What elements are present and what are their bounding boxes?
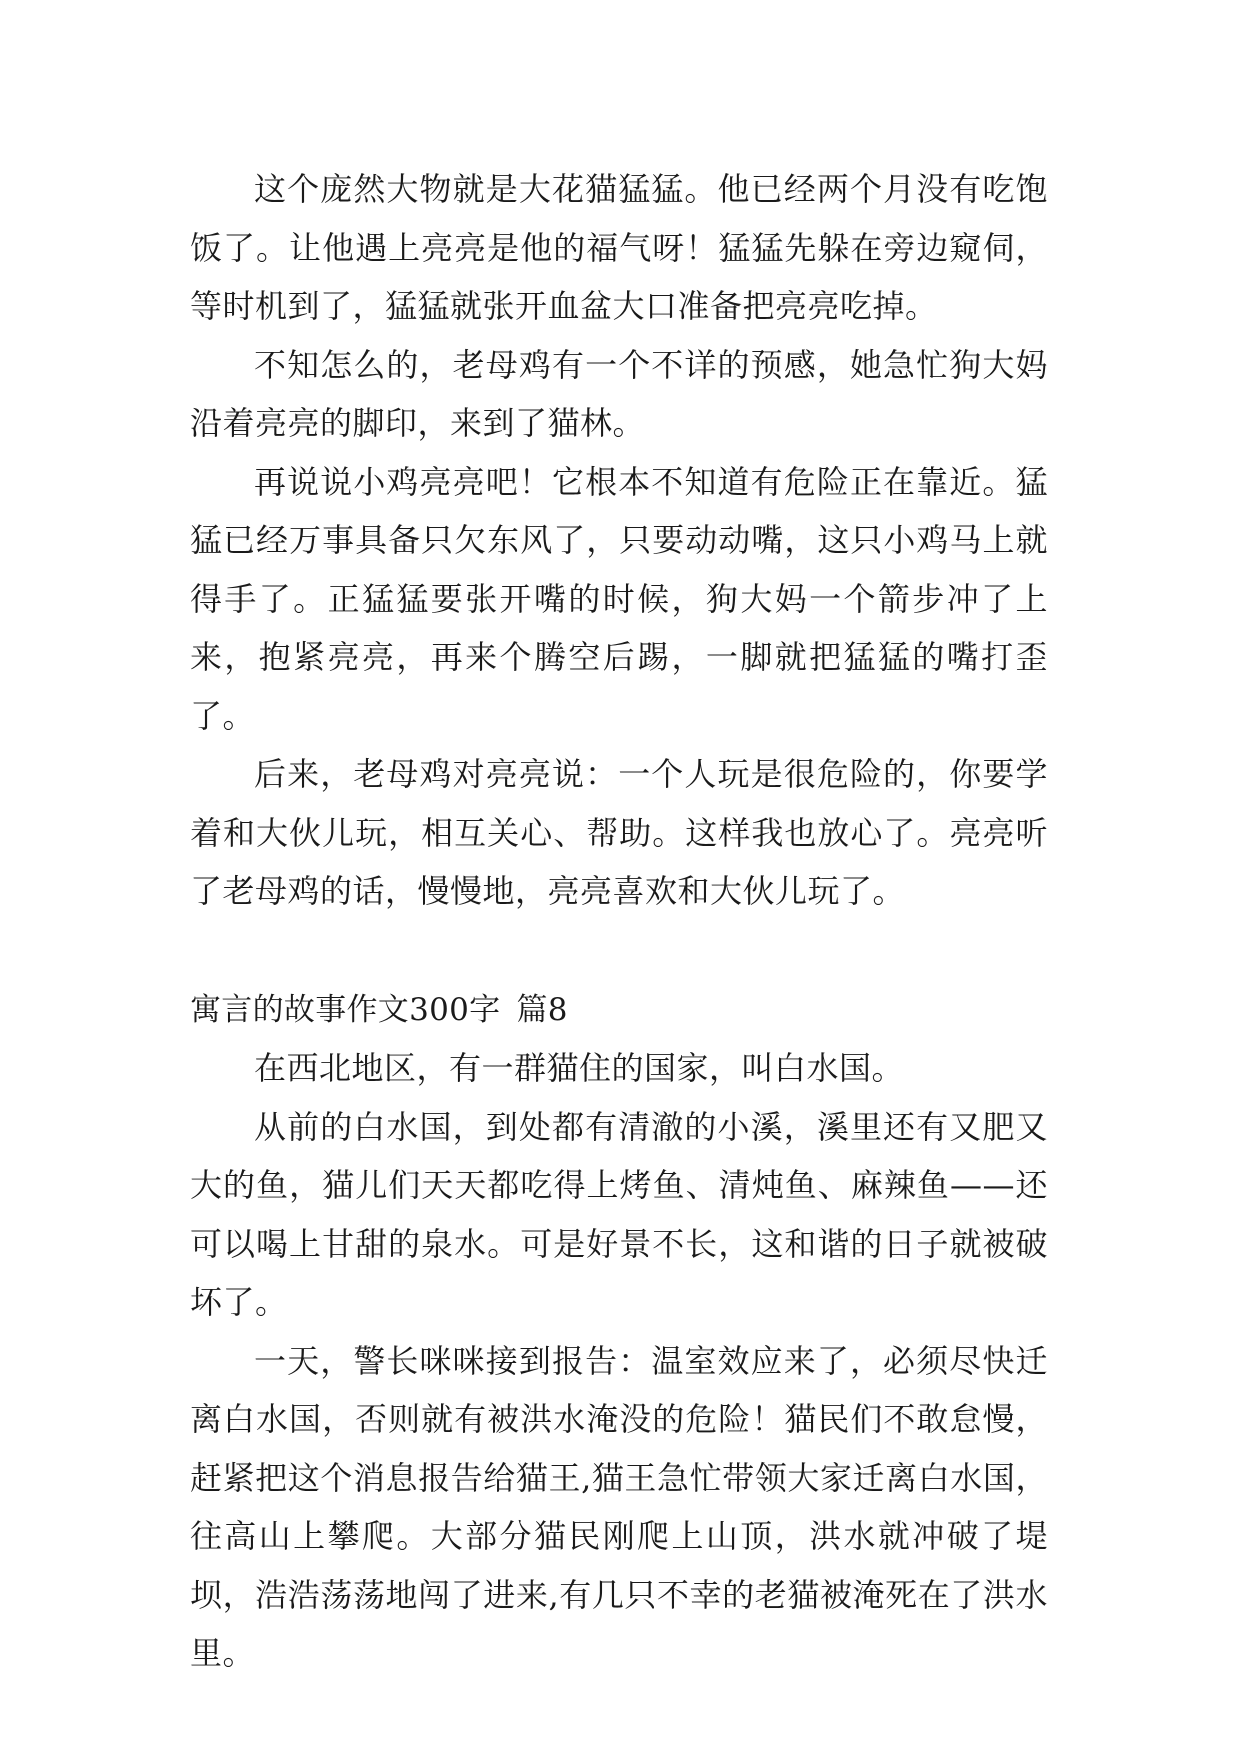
paragraph: 一天，警长咪咪接到报告：温室效应来了，必须尽快迁离白水国，否则就有被洪水淹没的危险！猫民们不敢怠慢，赶紧把这个消息报告给猫王,猫王急忙带领大家迁离白水国，往高山上攀爬。大部分猫民刚爬上山顶，洪水就冲破了堤坝，浩浩荡荡地闯了进来,有几只不幸的老猫被淹死在了洪水里。 [190, 1341, 1048, 1672]
section-title: 寓言的故事作文300字 [190, 991, 501, 1028]
paragraph: 在西北地区，有一群猫住的国家，叫白水国。 [254, 1049, 905, 1087]
section-label: 篇8 [516, 991, 568, 1028]
paragraph: 再说说小鸡亮亮吧！它根本不知道有危险正在靠近。猛猛已经万事具备只欠东风了，只要动动嘴，这只小鸡马上就得手了。正猛猛要张开嘴的时候，狗大妈一个箭步冲了上来，抱紧亮亮，再来个腾空后踢，一脚就把猛猛的嘴打歪了。 [190, 462, 1048, 735]
paragraph: 后来，老母鸡对亮亮说：一个人玩是很危险的，你要学着和大伙儿玩，相互关心、帮助。这样我也放心了。亮亮听了老母鸡的话，慢慢地，亮亮喜欢和大伙儿玩了。 [190, 755, 1048, 910]
paragraph: 这个庞然大物就是大花猫猛猛。他已经两个月没有吃饱饭了。让他遇上亮亮是他的福气呀！猛猛先躲在旁边窥伺，等时机到了，猛猛就张开血盆大口准备把亮亮吃掉。 [190, 170, 1048, 325]
section-heading [190, 981, 1048, 1040]
paragraph: 不知怎么的，老母鸡有一个不详的预感，她急忙狗大妈沿着亮亮的脚印，来到了猫林。 [190, 345, 1048, 442]
document-body [190, 160, 1048, 1683]
section-spacer [190, 921, 1048, 981]
paragraph: 从前的白水国，到处都有清澈的小溪，溪里还有又肥又大的鱼，猫儿们天天都吃得上烤鱼、清炖鱼、麻辣鱼——还可以喝上甘甜的泉水。可是好景不长，这和谐的日子就被破坏了。 [190, 1107, 1048, 1321]
